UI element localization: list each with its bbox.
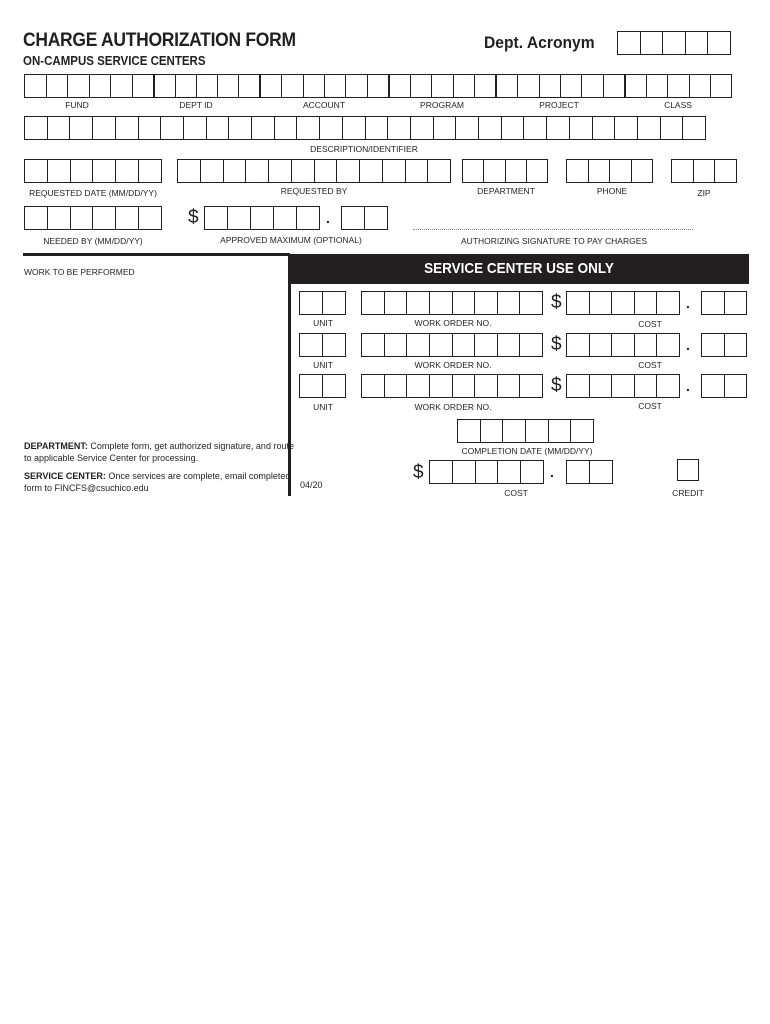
unit-label: UNIT bbox=[313, 402, 333, 412]
account-field[interactable] bbox=[260, 74, 389, 98]
account-label: ACCOUNT bbox=[302, 100, 346, 110]
needed-by-field[interactable] bbox=[24, 206, 162, 230]
dept-acronym-field[interactable] bbox=[617, 31, 731, 55]
requested-by-field[interactable] bbox=[177, 159, 451, 183]
work-area[interactable] bbox=[24, 280, 284, 430]
form-subtitle: ON-CAMPUS SERVICE CENTERS bbox=[23, 54, 206, 68]
section-divider bbox=[23, 253, 290, 256]
phone-field[interactable] bbox=[566, 159, 653, 183]
cost-dollar-sign: $ bbox=[551, 334, 562, 355]
cost-cents-field[interactable] bbox=[701, 374, 747, 398]
description-label: DESCRIPTION/IDENTIFIER bbox=[310, 144, 418, 154]
final-cost-cents-field[interactable] bbox=[566, 460, 613, 484]
cost-cents-field[interactable] bbox=[701, 291, 747, 315]
zip-field[interactable] bbox=[671, 159, 737, 183]
approved-max-dollars-field[interactable] bbox=[204, 206, 320, 230]
credit-checkbox[interactable] bbox=[677, 459, 699, 481]
cost-decimal: . bbox=[686, 337, 690, 353]
unit-field[interactable] bbox=[299, 374, 346, 398]
needed-by-label: NEEDED BY (MM/DD/YY) bbox=[43, 236, 143, 246]
final-cost-label: COST bbox=[504, 488, 528, 498]
cost-label: COST bbox=[638, 319, 662, 329]
dept-id-field[interactable] bbox=[154, 74, 260, 98]
final-cost-dollars-field[interactable] bbox=[429, 460, 544, 484]
cost-cents-field[interactable] bbox=[701, 333, 747, 357]
fund-label: FUND bbox=[65, 100, 89, 110]
zip-label: ZIP bbox=[697, 188, 711, 198]
final-cost-dollar-sign: $ bbox=[413, 462, 424, 483]
cost-decimal: . bbox=[686, 295, 690, 311]
unit-field[interactable] bbox=[299, 291, 346, 315]
completion-date-field[interactable] bbox=[457, 419, 594, 443]
cost-dollar-sign: $ bbox=[551, 375, 562, 396]
requested-date-field[interactable] bbox=[24, 159, 162, 183]
phone-label: PHONE bbox=[596, 186, 628, 196]
program-label: PROGRAM bbox=[420, 100, 464, 110]
service-center-instructions bbox=[24, 470, 294, 494]
work-label: WORK TO BE PERFORMED bbox=[24, 267, 135, 277]
requested-date-label: REQUESTED DATE (MM/DD/YY) bbox=[29, 188, 157, 198]
dept-id-label: DEPT ID bbox=[179, 100, 213, 110]
cost-dollars-field[interactable] bbox=[566, 333, 680, 357]
signature-label: AUTHORIZING SIGNATURE TO PAY CHARGES bbox=[460, 236, 648, 246]
approved-max-cents-field[interactable] bbox=[341, 206, 388, 230]
cost-dollars-field[interactable] bbox=[566, 374, 680, 398]
department-instructions-text: Complete form, get authorized signature, and route to applicable Service Center for processing. bbox=[24, 441, 294, 463]
requested-by-label: REQUESTED BY bbox=[280, 186, 348, 196]
work-order-field[interactable] bbox=[361, 291, 543, 315]
work-order-field[interactable] bbox=[361, 374, 543, 398]
department-field[interactable] bbox=[462, 159, 548, 183]
class-field[interactable] bbox=[625, 74, 732, 98]
final-cost-decimal: . bbox=[550, 464, 554, 480]
class-label: CLASS bbox=[664, 100, 692, 110]
service-center-banner bbox=[289, 254, 749, 284]
credit-label: CREDIT bbox=[672, 488, 704, 498]
unit-label: UNIT bbox=[313, 318, 333, 328]
form-title: CHARGE AUTHORIZATION FORM bbox=[23, 30, 296, 51]
approved-max-dollar-sign: $ bbox=[188, 207, 199, 228]
signature-line[interactable] bbox=[413, 229, 693, 230]
approved-max-decimal: . bbox=[326, 210, 330, 226]
project-label: PROJECT bbox=[539, 100, 579, 110]
form-version: 04/20 bbox=[300, 480, 323, 490]
cost-dollars-field[interactable] bbox=[566, 291, 680, 315]
department-label: DEPARTMENT bbox=[477, 186, 535, 196]
department-instructions-heading: DEPARTMENT: bbox=[24, 441, 88, 451]
work-order-label: WORK ORDER NO. bbox=[414, 402, 492, 412]
cost-label: COST bbox=[638, 401, 662, 411]
cost-dollar-sign: $ bbox=[551, 292, 562, 313]
work-order-label: WORK ORDER NO. bbox=[414, 360, 492, 370]
unit-label: UNIT bbox=[313, 360, 333, 370]
cost-decimal: . bbox=[686, 378, 690, 394]
completion-date-label: COMPLETION DATE (MM/DD/YY) bbox=[461, 446, 593, 456]
approved-max-label: APPROVED MAXIMUM (OPTIONAL) bbox=[220, 235, 362, 245]
description-field[interactable] bbox=[24, 116, 706, 140]
service-center-instructions-text: Once services are complete, email completed form to FINCFS@csuchico.edu bbox=[24, 471, 291, 493]
work-order-field[interactable] bbox=[361, 333, 543, 357]
service-center-instructions-heading: SERVICE CENTER: bbox=[24, 471, 106, 481]
project-field[interactable] bbox=[496, 74, 625, 98]
dept-acronym-label: Dept. Acronym bbox=[484, 33, 595, 52]
cost-label: COST bbox=[638, 360, 662, 370]
program-field[interactable] bbox=[389, 74, 496, 98]
fund-field[interactable] bbox=[24, 74, 154, 98]
department-instructions bbox=[24, 440, 294, 464]
service-center-title: SERVICE CENTER USE ONLY bbox=[424, 260, 614, 277]
unit-field[interactable] bbox=[299, 333, 346, 357]
work-order-label: WORK ORDER NO. bbox=[414, 318, 492, 328]
